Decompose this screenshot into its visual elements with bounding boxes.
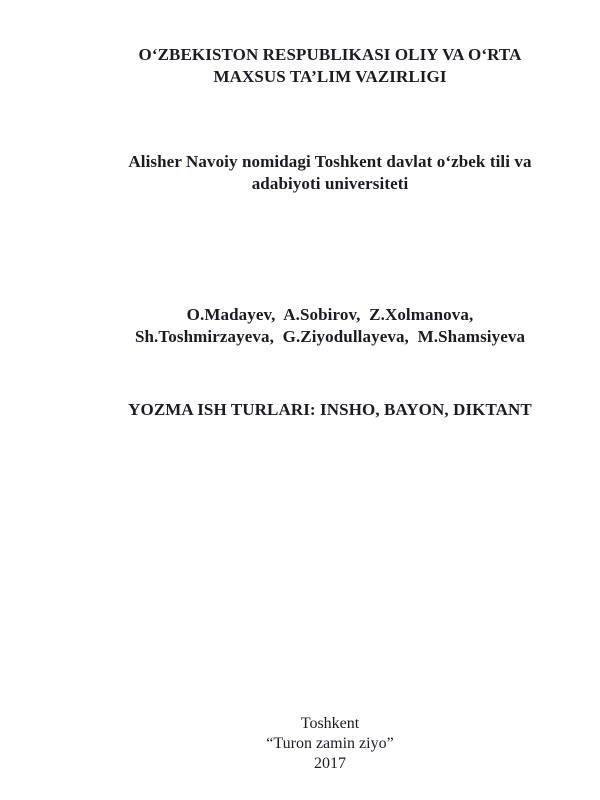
authors-line1: O.Madayev, A.Sobirov, Z.Xolmanova, — [186, 305, 474, 324]
ministry-heading — [60, 44, 600, 88]
university-name-line2: adabiyoti universiteti — [251, 174, 409, 193]
imprint-publisher: “Turon zamin ziyo” — [266, 735, 394, 752]
authors-list — [60, 304, 600, 348]
university-name — [60, 151, 600, 195]
book-title-text: YOZMA ISH TURLARI: INSHO, BAYON, DIKTANT — [128, 400, 532, 419]
ministry-heading-line1: O‘ZBEKISTON RESPUBLIKASI OLIY VA O‘RTA — [138, 45, 522, 64]
imprint — [60, 714, 600, 774]
imprint-year: 2017 — [314, 755, 346, 772]
imprint-city: Toshkent — [300, 715, 360, 732]
book-title — [60, 399, 600, 421]
ministry-heading-line2: MAXSUS TA’LIM VAZIRLIGI — [213, 67, 447, 86]
authors-line2: Sh.Toshmirzayeva, G.Ziyodullayeva, M.Shamsiyeva — [134, 327, 526, 346]
content-column — [60, 0, 600, 774]
university-name-line1: Alisher Navoiy nomidagi Toshkent davlat o‘zbek tili va — [128, 152, 532, 171]
